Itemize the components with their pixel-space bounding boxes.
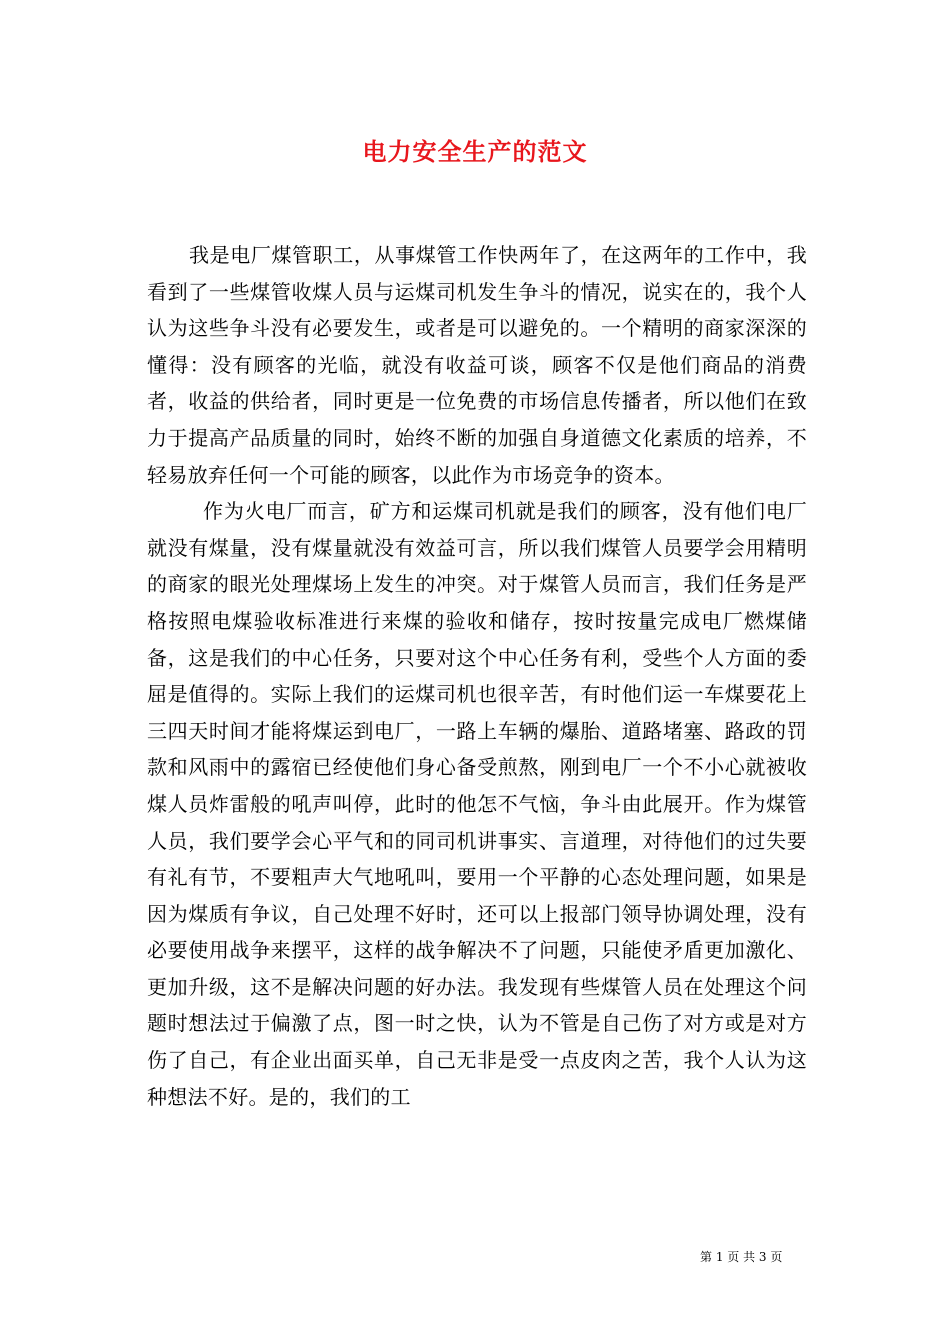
page-number-footer: 第 1 页 共 3 页 [700, 1250, 783, 1264]
document-body [147, 237, 807, 1115]
document-title: 电力安全生产的范文 [362, 137, 588, 166]
paragraph-2: 作为火电厂而言，矿方和运煤司机就是我们的顾客，没有他们电厂就没有煤量，没有煤量就没有效益可言，所以我们煤管人员要学会用精明的商家的眼光处理煤场上发生的冲突。对于煤管人员而言，我们任务是严格按照电煤验收标准进行来煤的验收和储存，按时按量完成电厂燃煤储备，这是我们的中心任务，只要对这个中心任务有利，受些个人方面的委屈是值得的。实际上我们的运煤司机也很辛苦，有时他们运一车煤要花上三四天时间才能将煤运到电厂，一路上车辆的爆胎、道路堵塞、路政的罚款和风雨中的露宿已经使他们身心备受煎熬，刚到电厂一个不小心就被收煤人员炸雷般的吼声叫停，此时的他怎不气恼，争斗由此展开。作为煤管人员，我们要学会心平气和的同司机讲事实、言道理，对待他们的过失要有礼有节，不要粗声大气地吼叫，要用一个平静的心态处理问题，如果是因为煤质有争议，自己处理不好时，还可以上报部门领导协调处理，没有必要使用战争来摆平，这样的战争解决不了问题，只能使矛盾更加激化、更加升级，这不是解决问题的好办法。我发现有些煤管人员在处理这个问题时想法过于偏激了点，图一时之快，认为不管是自己伤了对方或是对方伤了自己，有企业出面买单，自己无非是受一点皮肉之苦，我个人认为这种想法不好。是的，我们的工 [147, 499, 807, 1109]
paragraph-1: 我是电厂煤管职工，从事煤管工作快两年了，在这两年的工作中，我看到了一些煤管收煤人员与运煤司机发生争斗的情况，说实在的，我个人认为这些争斗没有必要发生，或者是可以避免的。一个精明的商家深深的懂得：没有顾客的光临，就没有收益可谈，顾客不仅是他们商品的消费者，收益的供给者，同时更是一位免费的市场信息传播者，所以他们在致力于提高产品质量的同时，始终不断的加强自身道德文化素质的培养，不轻易放弃任何一个可能的顾客，以此作为市场竞争的资本。 [147, 243, 807, 487]
